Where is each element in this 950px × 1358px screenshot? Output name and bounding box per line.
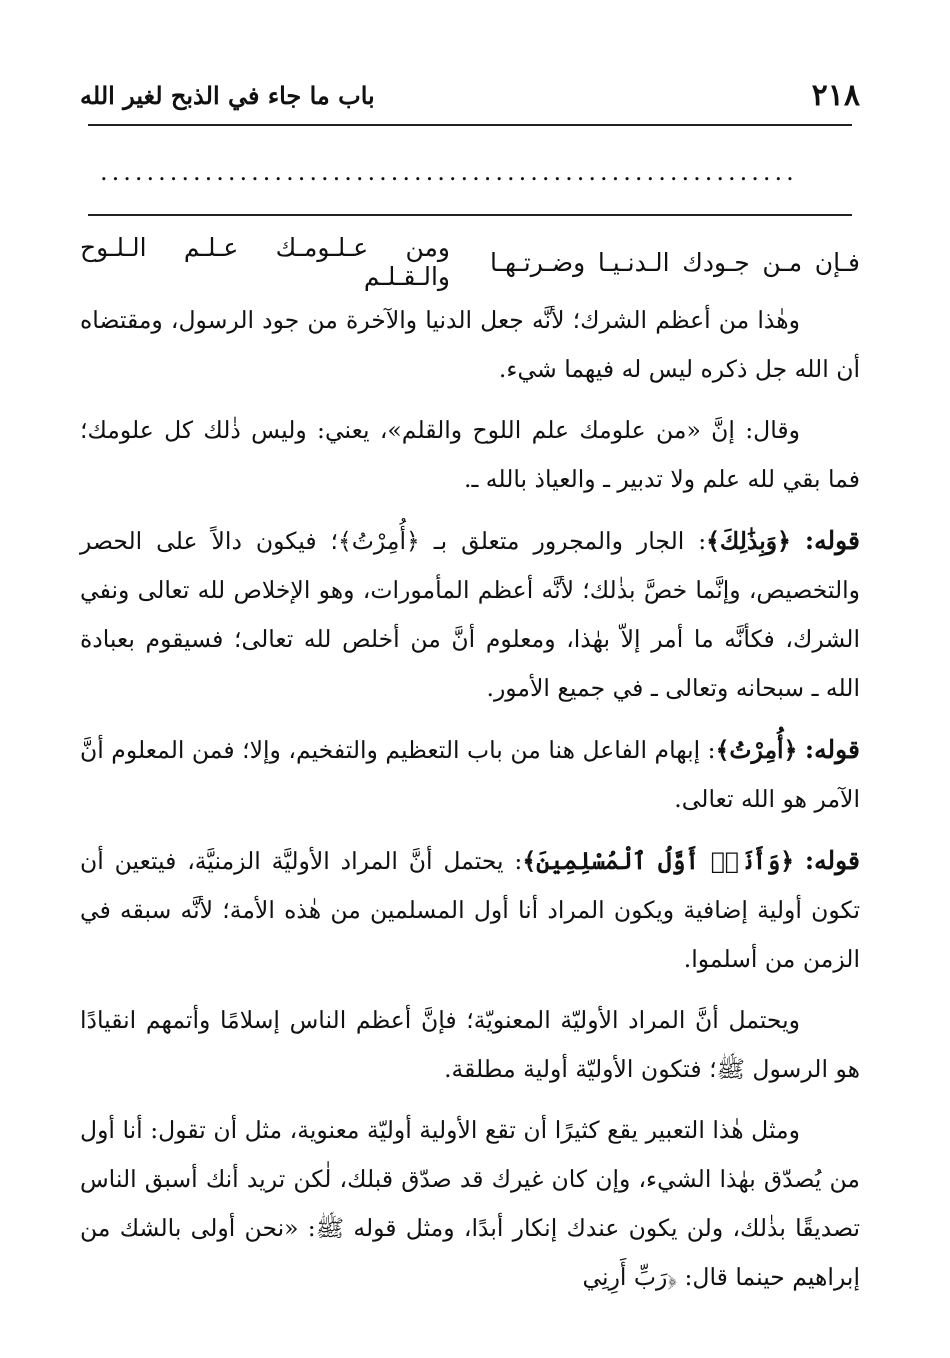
- paragraph-7: [80, 1106, 860, 1302]
- footnote-rule: [88, 214, 852, 216]
- paragraph-text: ومثل هٰذا التعبير يقع كثيرًا أن تقع الأولية أوليّة معنوية، مثل أن تقول: أنا أول من يُصدّق بهٰذا الشيء، وإن كان غيرك قد صدّق قبلك، لٰكن تريد أنك أسبق الناس تصديقًا بذٰلك، ولن يكون عندك إنكار أبدًا، ومثل قوله ﷺ: «نحن أولى بالشك من إبراهيم حينما قال: ﴿رَبِّ أَرِنِي: [80, 1116, 860, 1291]
- quran-quote: ﴿أُمِرْتُ﴾: [715, 736, 798, 764]
- paragraph-2: [80, 406, 860, 504]
- paragraph-text: ويحتمل أنَّ المراد الأوليّة المعنويّة؛ فإنَّ أعظم الناس إسلامًا وأتمهم انقيادًا هو الرسول ﷺ؛ فتكون الأوليّة أولية مطلقة.: [80, 1006, 860, 1083]
- paragraph-text: : إبهام الفاعل هنا من باب التعظيم والتفخيم، وإلا؛ فمن المعلوم أنَّ الآمر هو الله تعالى.: [80, 736, 860, 813]
- document-page: [80, 0, 860, 1358]
- paragraph-6: [80, 996, 860, 1094]
- quran-quote: ﴿وَأَنَا۠ أَوَّلُ ٱلْمُسْلِمِينَ﴾: [522, 847, 794, 875]
- paragraph-4: [80, 725, 860, 824]
- page-number: ٢١٨: [811, 77, 860, 113]
- commentary-keyword: قوله:: [804, 526, 860, 555]
- poem-verse: [80, 233, 860, 291]
- page-header: [80, 70, 860, 120]
- commentary-keyword: قوله:: [804, 846, 860, 875]
- paragraph-1: [80, 296, 860, 394]
- body-text: [80, 296, 860, 1314]
- separator-dots-text: ............................................................: [100, 158, 798, 186]
- quran-quote: ﴿وَبِذَٰلِكَ﴾: [706, 527, 791, 555]
- paragraph-3: [80, 516, 860, 713]
- header-rule: [88, 124, 852, 126]
- paragraph-5: [80, 836, 860, 984]
- poem-left-hemistich: ومن عـلـومـك عـلـم الـلـوح والـقـلـم: [80, 233, 450, 291]
- paragraph-text: : يحتمل أنَّ المراد الأوليَّة الزمنيَّة، فيتعين أن تكون أولية إضافية ويكون المراد أنا أول المسلمين من هٰذه الأمة؛ لأنَّه سبقه في الزمن من أسلموا.: [80, 847, 860, 973]
- paragraph-text: : الجار والمجرور متعلق بـ ﴿أُمِرْتُ﴾؛ فيكون دالاً على الحصر والتخصيص، وإنَّما خصَّ بذٰلك؛ لأنَّه أعظم المأمورات، وهو الإخلاص لله تعالى ونفي الشرك، فكأنَّه ما أمر إلاّ بهٰذا، ومعلوم أنَّ من أخلص لله تعالى؛ فسيقوم بعبادة الله ـ سبحانه وتعالى ـ في جميع الأمور.: [80, 527, 860, 702]
- poem-right-hemistich: فـإن مـن جـودك الـدنـيـا وضـرتـهـا: [490, 247, 860, 277]
- paragraph-text: وهٰذا من أعظم الشرك؛ لأنَّه جعل الدنيا والآخرة من جود الرسول، ومقتضاه أن الله جل ذكره ليس له فيهما شيء.: [80, 306, 860, 383]
- commentary-keyword: قوله:: [804, 735, 860, 764]
- separator-dots: [80, 158, 860, 188]
- running-title: باب ما جاء في الذبح لغير الله: [80, 80, 375, 110]
- paragraph-text: وقال: إنَّ «من علومك علم اللوح والقلم»، يعني: وليس ذٰلك كل علومك؛ فما بقي لله علم ولا تدبير ـ والعياذ بالله ـ.: [80, 416, 860, 493]
